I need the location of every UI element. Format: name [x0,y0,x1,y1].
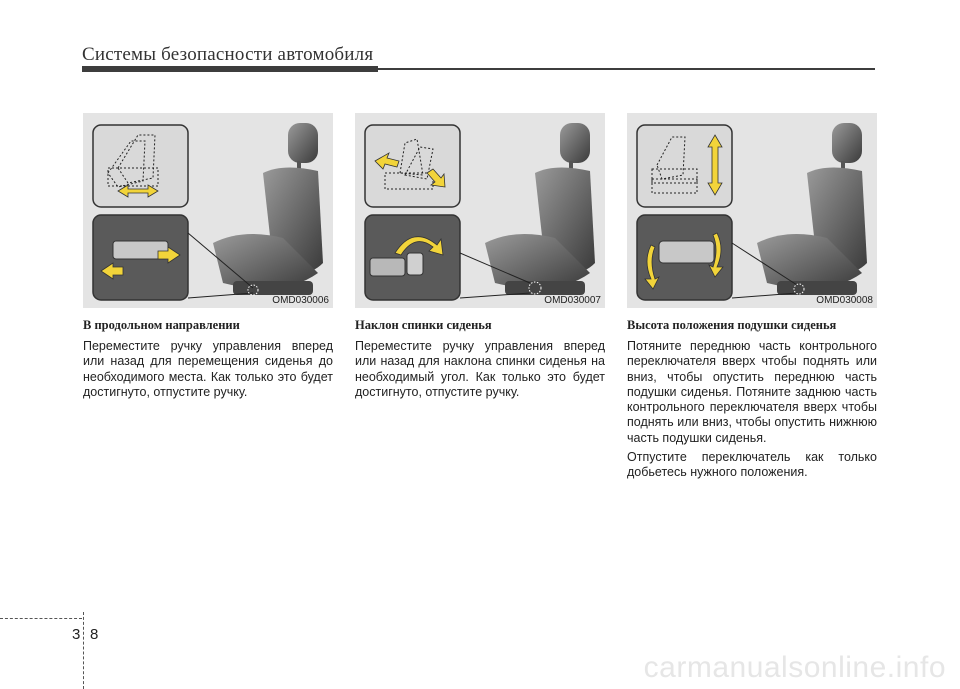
seat-icon [213,123,323,295]
section-heading: В продольном направлении [83,318,240,332]
watermark: carmanualsonline.info [643,651,946,684]
seat-icon [485,123,595,295]
seat-icon [757,123,867,295]
header-rule-thick [82,66,378,72]
page-number-page: 8 [90,626,99,643]
footer-dashed-divider [83,612,84,689]
section-paragraph: Переместите ручку управления вперед или назад для наклона спинки сиденья на необходимый угол. Как только это будет достигнуто, отпустите ручку. [355,339,605,399]
section-recline [355,318,605,404]
figure-seat-height [627,113,877,308]
seat-height-illustration [627,113,877,308]
header-rule-thin [378,68,875,70]
inset-seat-diagram [365,125,460,207]
footer-dashed-rule [0,618,82,619]
section-paragraph: Потяните переднюю часть контрольного переключателя вверх чтобы поднять или вниз, чтобы опустить переднюю часть подушки сиденья. Потяните заднюю часть контрольного переключателя вверх чтобы поднять или вниз, чтобы опустить нижнюю часть подушки сиденья. [627,339,877,445]
section-height [627,318,877,485]
figure-seat-longitudinal [83,113,333,308]
page-number-chapter: 3 [72,626,81,643]
page-header-title: Системы безопасности автомобиля [82,44,374,65]
seat-recline-illustration [355,113,605,308]
section-heading: Высота положения подушки сиденья [627,318,837,332]
seat-longitudinal-illustration [83,113,333,308]
figure-code: OMD030006 [272,295,329,306]
inset-seat-diagram [93,125,188,207]
section-paragraph: Отпустите переключатель как только добьетесь нужного положения. [627,450,877,480]
figure-code: OMD030007 [544,295,601,306]
section-paragraph: Переместите ручку управления вперед или назад для перемещения сиденья до необходимого места. Как только это будет достигнуто, отпустите ручку. [83,339,333,399]
figure-seat-recline [355,113,605,308]
inset-seat-diagram [637,125,732,207]
figure-code: OMD030008 [816,295,873,306]
section-longitudinal [83,318,333,404]
section-heading: Наклон спинки сиденья [355,318,492,332]
